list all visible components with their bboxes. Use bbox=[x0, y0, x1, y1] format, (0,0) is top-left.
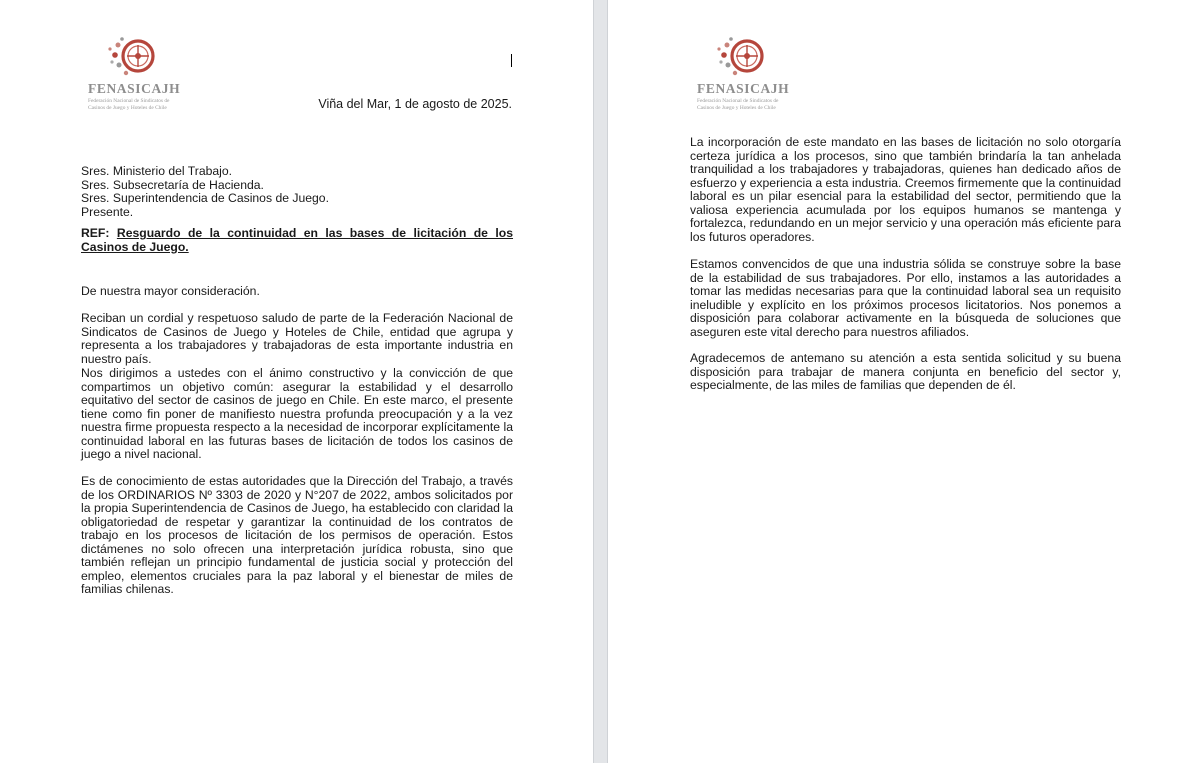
fenasicajh-emblem-icon bbox=[106, 35, 158, 81]
body-paragraph: Nos dirigimos a ustedes con el ánimo constructivo y la convicción de que compartimos un objetivo común: asegurar la estabilidad y el desarrollo equitativo del sector de casinos de juego en Chile. En este marco, el presente tiene como fin poner de manifiesto nuestra profunda preocupación y a la vez nuestra firme propuesta respecto a la necesidad de incorporar explícitamente la continuidad laboral en las futuras bases de licitación de todos los casinos de juego a nivel nacional. bbox=[81, 366, 513, 461]
letterhead-org-name: FENASICAJH bbox=[88, 81, 181, 96]
letterhead-logo bbox=[88, 35, 198, 117]
document-page-2[interactable] bbox=[608, 0, 1199, 763]
page-gutter bbox=[593, 0, 608, 763]
letterhead-org-name: FENASICAJH bbox=[697, 81, 790, 96]
recipients-block bbox=[81, 165, 513, 219]
reference-label: REF: bbox=[81, 226, 110, 240]
recipient-line: Presente. bbox=[81, 204, 134, 219]
body-paragraph: Estamos convencidos de que una industria sólida se construye sobre la base de la estabilidad de sus trabajadores. Por ello, instamos a las autoridades a tomar las medidas necesarias para que la continuidad laboral sea un requisito ineludible y explícito en los próximos procesos licitatorios. Nos ponemos a disposición para colaborar activamente en la búsqueda de soluciones que aseguren este vital derecho para nuestros afiliados. bbox=[690, 257, 1121, 339]
letter-date: Viña del Mar, 1 de agosto de 2025. bbox=[318, 97, 512, 111]
body-paragraph: Reciban un cordial y respetuoso saludo de parte de la Federación Nacional de Sindicatos de Casinos de Juego y Hoteles de Chile, entidad que agrupa y representa a los trabajadores y trabajadoras de esta importante industria en nuestro país. bbox=[81, 311, 513, 366]
reference-subject: Resguardo de la continuidad en las bases de licitación de los Casinos de Juego. bbox=[81, 226, 514, 254]
fenasicajh-emblem-icon bbox=[715, 35, 767, 81]
letterhead-org-subtitle: Federación Nacional de Sindicatos de Casinos de Juego y Hoteles de Chile bbox=[88, 98, 170, 111]
body-paragraph: Es de conocimiento de estas autoridades que la Dirección del Trabajo, a través de los ORDINARIOS Nº 3303 de 2020 y N°207 de 2022, ambos solicitados por la propia Superintendencia de Casinos de Juego, ha establecido con claridad la obligatoriedad de respetar y garantizar la continuidad de los contratos de trabajo en los procesos de licitación de los permisos de operación. Estos dictámenes no solo ofrecen una interpretación jurídica robusta, sino que también reflejan un principio fundamental de justicia social y protección del empleo, elementos cruciales para la paz laboral y el bienestar de miles de familias chilenas. bbox=[81, 474, 513, 596]
greeting: De nuestra mayor consideración. bbox=[81, 284, 260, 298]
reference-line bbox=[81, 227, 513, 254]
letterhead-org-subtitle: Federación Nacional de Sindicatos de Casinos de Juego y Hoteles de Chile bbox=[697, 98, 779, 111]
text-cursor bbox=[511, 54, 512, 67]
document-page-1[interactable] bbox=[0, 0, 593, 763]
recipient-line: Sres. Subsecretaría de Hacienda. bbox=[81, 177, 264, 192]
recipient-line: Sres. Ministerio del Trabajo. bbox=[81, 164, 233, 178]
body-paragraph: La incorporación de este mandato en las bases de licitación no solo otorgaría certeza jurídica a los procesos, sino que también brindaría la tan anhelada tranquilidad a los trabajadores y trabajadoras, quienes han dedicado años de esfuerzo y experiencia a esta industria. Creemos firmemente que la continuidad laboral es un pilar esencial para la estabilidad del sector, permitiendo que la valiosa experiencia acumulada por los equipos humanos se mantenga y fortalezca, redundando en un mejor servicio y una operación más eficiente para los futuros operadores. bbox=[690, 135, 1121, 244]
body-paragraph: Agradecemos de antemano su atención a esta sentida solicitud y su buena disposición para trabajar de manera conjunta en beneficio del sector y, especialmente, de las miles de familias que dependen de él. bbox=[690, 351, 1121, 392]
letterhead-logo bbox=[697, 35, 807, 117]
recipient-line: Sres. Superintendencia de Casinos de Juego. bbox=[81, 191, 329, 205]
